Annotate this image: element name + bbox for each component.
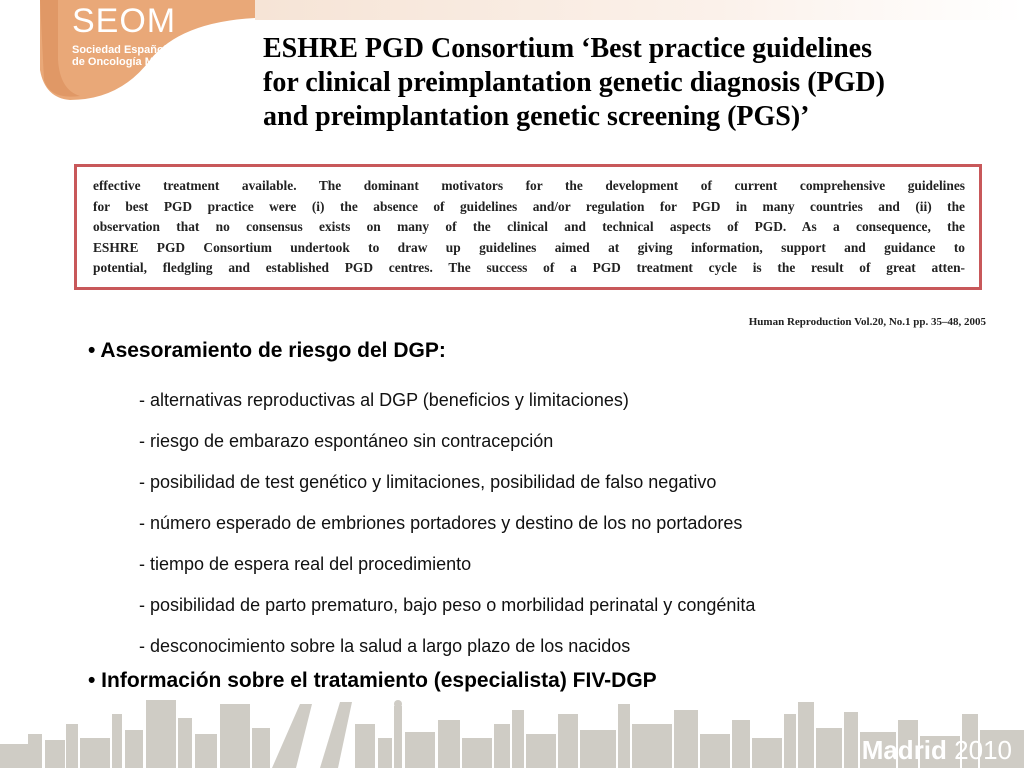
slide-title-line1: ESHRE PGD Consortium ‘Best practice guidelines	[263, 33, 872, 64]
footer-year: 2010	[954, 735, 1012, 765]
bullet-asesoramiento: • Asesoramiento de riesgo del DGP:	[88, 339, 446, 362]
list-item: - riesgo de embarazo espontáneo sin contracepción	[139, 431, 554, 451]
excerpt-line: effective treatment available. The dominant motivators for the development of current comprehensive guidelines	[93, 178, 965, 193]
logo-name: SEOM	[72, 2, 177, 40]
excerpt-line: ESHRE PGD Consortium undertook to draw up guidelines aimed at giving information, support and guidance to	[93, 239, 965, 255]
logo-subtitle-line1: Sociedad Española	[72, 44, 173, 56]
list-item: - desconocimiento sobre la salud a largo plazo de los nacidos	[139, 636, 631, 656]
slide-title	[263, 32, 1003, 134]
slide-title-line3: and preimplantation genetic screening (PGS)’	[263, 101, 810, 132]
paper-excerpt	[74, 164, 982, 290]
slide-title-line2: for clinical preimplantation genetic diagnosis (PGD)	[263, 67, 885, 98]
list-item: - posibilidad de parto prematuro, bajo peso o morbilidad perinatal y congénita	[139, 595, 756, 615]
logo-subtitle-line2: de Oncología Médica	[72, 56, 183, 68]
citation: Human Reproduction Vol.20, No.1 pp. 35–48, 2005	[748, 316, 986, 328]
header-strip	[255, 0, 1024, 20]
risk-list	[139, 380, 755, 667]
excerpt-line: observation that no consensus exists on many of the clinical and technical aspects of PGD. As a consequence, the	[93, 219, 965, 234]
list-item: - tiempo de espera real del procedimiento	[139, 554, 472, 574]
list-item: - número esperado de embriones portadores y destino de los no portadores	[139, 513, 743, 533]
excerpt-line: for best PGD practice were (i) the absence of guidelines and/or regulation for PGD in many countries and (ii) the	[93, 198, 965, 214]
list-item: - alternativas reproductivas al DGP (beneficios y limitaciones)	[139, 390, 629, 410]
footer-city: Madrid	[861, 735, 947, 765]
list-item: - posibilidad de test genético y limitaciones, posibilidad de falso negativo	[139, 472, 717, 492]
bullet-informacion: • Información sobre el tratamiento (especialista) FIV-DGP	[88, 669, 657, 692]
logo-subtitle	[72, 44, 182, 68]
excerpt-line: potential, fledgling and established PGD centres. The success of a PGD treatment cycle is the result of great atten-	[93, 260, 965, 275]
footer-madrid-2010	[862, 735, 1012, 766]
